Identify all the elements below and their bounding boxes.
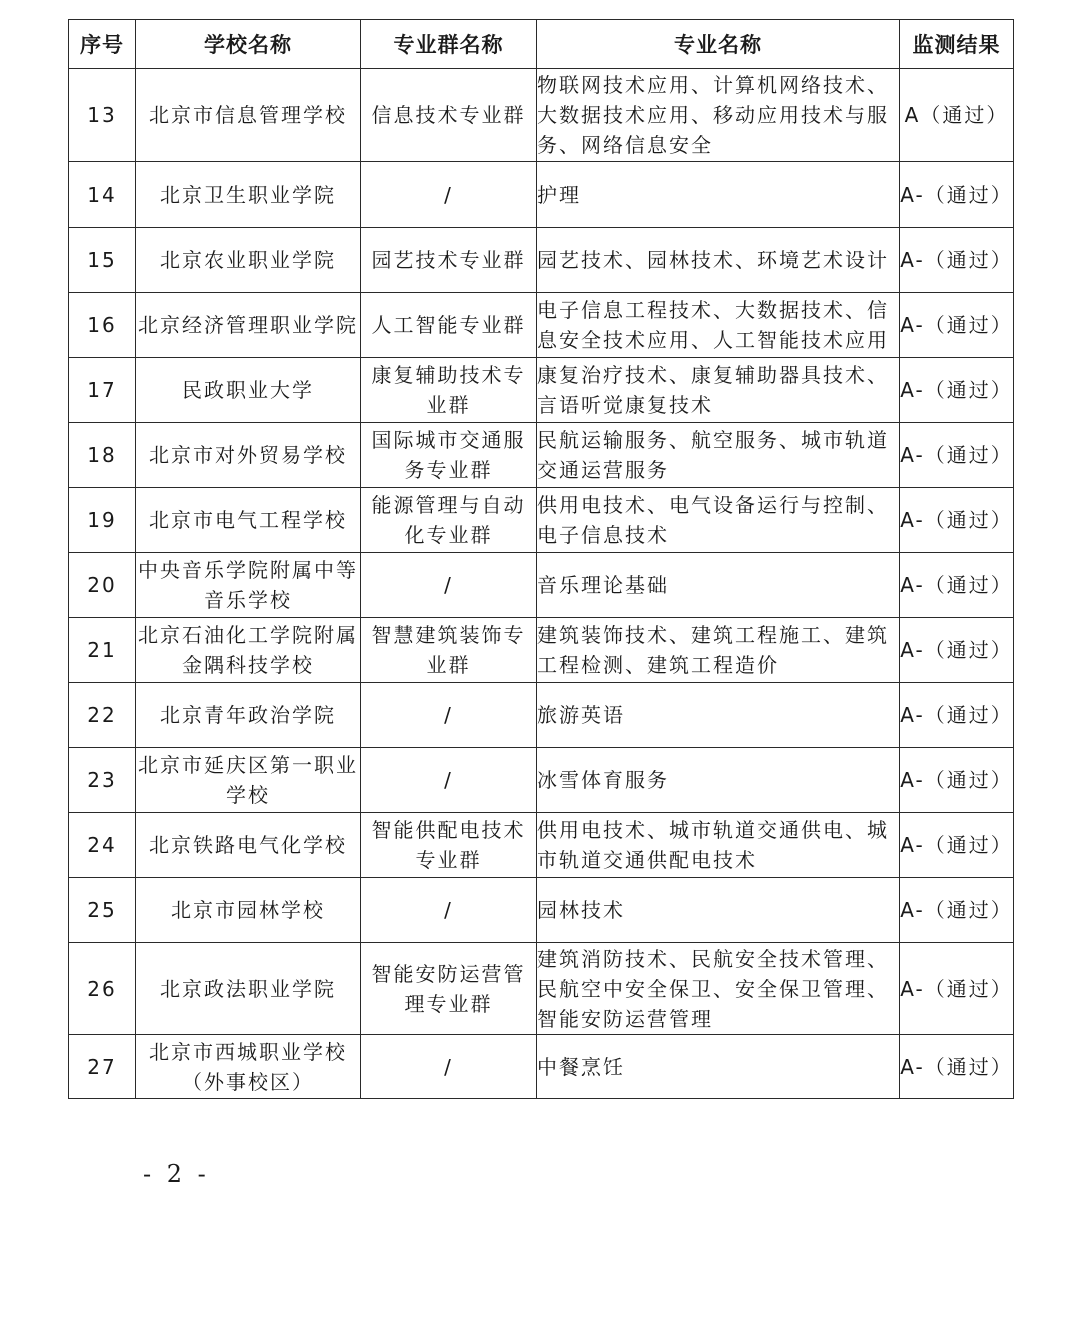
row-group-name: / — [361, 683, 537, 748]
row-serial-number: 26 — [69, 943, 136, 1035]
row-major-names: 电子信息工程技术、大数据技术、信息安全技术应用、人工智能技术应用 — [537, 293, 900, 358]
row-serial-number: 24 — [69, 813, 136, 878]
row-serial-number: 25 — [69, 878, 136, 943]
table-row — [69, 69, 1014, 162]
table-row — [69, 618, 1014, 683]
row-group-name: 智慧建筑装饰专业群 — [361, 618, 537, 683]
row-major-names: 物联网技术应用、计算机网络技术、大数据技术应用、移动应用技术与服务、网络信息安全 — [537, 69, 900, 162]
monitoring-results-table — [68, 19, 1014, 1099]
row-school-name: 北京石油化工学院附属金隅科技学校 — [136, 618, 361, 683]
row-group-name: / — [361, 748, 537, 813]
row-group-name: 智能安防运营管理专业群 — [361, 943, 537, 1035]
row-group-name: 康复辅助技术专业群 — [361, 358, 537, 423]
row-major-names: 供用电技术、城市轨道交通供电、城市轨道交通供配电技术 — [537, 813, 900, 878]
row-school-name: 北京卫生职业学院 — [136, 162, 361, 228]
table-row — [69, 943, 1014, 1035]
row-group-name: 人工智能专业群 — [361, 293, 537, 358]
row-major-names: 园艺技术、园林技术、环境艺术设计 — [537, 228, 900, 293]
row-result: A-（通过） — [900, 553, 1014, 618]
table-row — [69, 813, 1014, 878]
row-serial-number: 22 — [69, 683, 136, 748]
row-group-name: 智能供配电技术专业群 — [361, 813, 537, 878]
row-school-name: 中央音乐学院附属中等音乐学校 — [136, 553, 361, 618]
row-major-names: 园林技术 — [537, 878, 900, 943]
row-result: A-（通过） — [900, 618, 1014, 683]
row-result: A（通过） — [900, 69, 1014, 162]
row-group-name: 能源管理与自动化专业群 — [361, 488, 537, 553]
row-group-name: 园艺技术专业群 — [361, 228, 537, 293]
row-serial-number: 20 — [69, 553, 136, 618]
row-major-names: 中餐烹饪 — [537, 1035, 900, 1099]
table-row — [69, 228, 1014, 293]
row-result: A-（通过） — [900, 293, 1014, 358]
row-major-names: 护理 — [537, 162, 900, 228]
row-result: A-（通过） — [900, 1035, 1014, 1099]
row-serial-number: 15 — [69, 228, 136, 293]
table-row — [69, 358, 1014, 423]
table-header-row — [69, 20, 1014, 69]
table-row — [69, 162, 1014, 228]
table-row — [69, 1035, 1014, 1099]
row-major-names: 供用电技术、电气设备运行与控制、电子信息技术 — [537, 488, 900, 553]
table-row — [69, 878, 1014, 943]
row-group-name: / — [361, 878, 537, 943]
header-result: 监测结果 — [900, 20, 1014, 69]
table-row — [69, 683, 1014, 748]
row-result: A-（通过） — [900, 683, 1014, 748]
table-row — [69, 488, 1014, 553]
table-row — [69, 423, 1014, 488]
table-row — [69, 553, 1014, 618]
row-group-name: / — [361, 553, 537, 618]
row-serial-number: 16 — [69, 293, 136, 358]
header-school-name: 学校名称 — [136, 20, 361, 69]
page-number: - 2 - — [143, 1160, 210, 1188]
row-school-name: 北京经济管理职业学院 — [136, 293, 361, 358]
row-school-name: 北京市园林学校 — [136, 878, 361, 943]
row-group-name: / — [361, 1035, 537, 1099]
row-school-name: 北京铁路电气化学校 — [136, 813, 361, 878]
row-school-name: 北京市对外贸易学校 — [136, 423, 361, 488]
row-result: A-（通过） — [900, 813, 1014, 878]
row-serial-number: 14 — [69, 162, 136, 228]
row-major-names: 建筑装饰技术、建筑工程施工、建筑工程检测、建筑工程造价 — [537, 618, 900, 683]
row-result: A-（通过） — [900, 943, 1014, 1035]
header-group-name: 专业群名称 — [361, 20, 537, 69]
row-result: A-（通过） — [900, 162, 1014, 228]
row-serial-number: 21 — [69, 618, 136, 683]
row-school-name: 北京青年政治学院 — [136, 683, 361, 748]
row-result: A-（通过） — [900, 228, 1014, 293]
header-serial-number: 序号 — [69, 20, 136, 69]
row-result: A-（通过） — [900, 423, 1014, 488]
row-serial-number: 18 — [69, 423, 136, 488]
row-major-names: 建筑消防技术、民航安全技术管理、民航空中安全保卫、安全保卫管理、智能安防运营管理 — [537, 943, 900, 1035]
row-result: A-（通过） — [900, 878, 1014, 943]
row-school-name: 北京市电气工程学校 — [136, 488, 361, 553]
row-result: A-（通过） — [900, 358, 1014, 423]
row-serial-number: 23 — [69, 748, 136, 813]
table-row — [69, 293, 1014, 358]
table-body — [69, 69, 1014, 1099]
row-school-name: 北京市延庆区第一职业学校 — [136, 748, 361, 813]
row-serial-number: 13 — [69, 69, 136, 162]
row-school-name: 北京市信息管理学校 — [136, 69, 361, 162]
row-major-names: 旅游英语 — [537, 683, 900, 748]
table-row — [69, 748, 1014, 813]
row-group-name: 信息技术专业群 — [361, 69, 537, 162]
row-serial-number: 17 — [69, 358, 136, 423]
row-result: A-（通过） — [900, 748, 1014, 813]
row-major-names: 音乐理论基础 — [537, 553, 900, 618]
row-major-names: 康复治疗技术、康复辅助器具技术、言语听觉康复技术 — [537, 358, 900, 423]
row-group-name: 国际城市交通服务专业群 — [361, 423, 537, 488]
row-school-name: 北京农业职业学院 — [136, 228, 361, 293]
row-major-names: 民航运输服务、航空服务、城市轨道交通运营服务 — [537, 423, 900, 488]
row-serial-number: 19 — [69, 488, 136, 553]
row-result: A-（通过） — [900, 488, 1014, 553]
row-school-name: 北京政法职业学院 — [136, 943, 361, 1035]
row-school-name: 北京市西城职业学校（外事校区） — [136, 1035, 361, 1099]
row-major-names: 冰雪体育服务 — [537, 748, 900, 813]
row-group-name: / — [361, 162, 537, 228]
header-major-name: 专业名称 — [537, 20, 900, 69]
row-serial-number: 27 — [69, 1035, 136, 1099]
row-school-name: 民政职业大学 — [136, 358, 361, 423]
